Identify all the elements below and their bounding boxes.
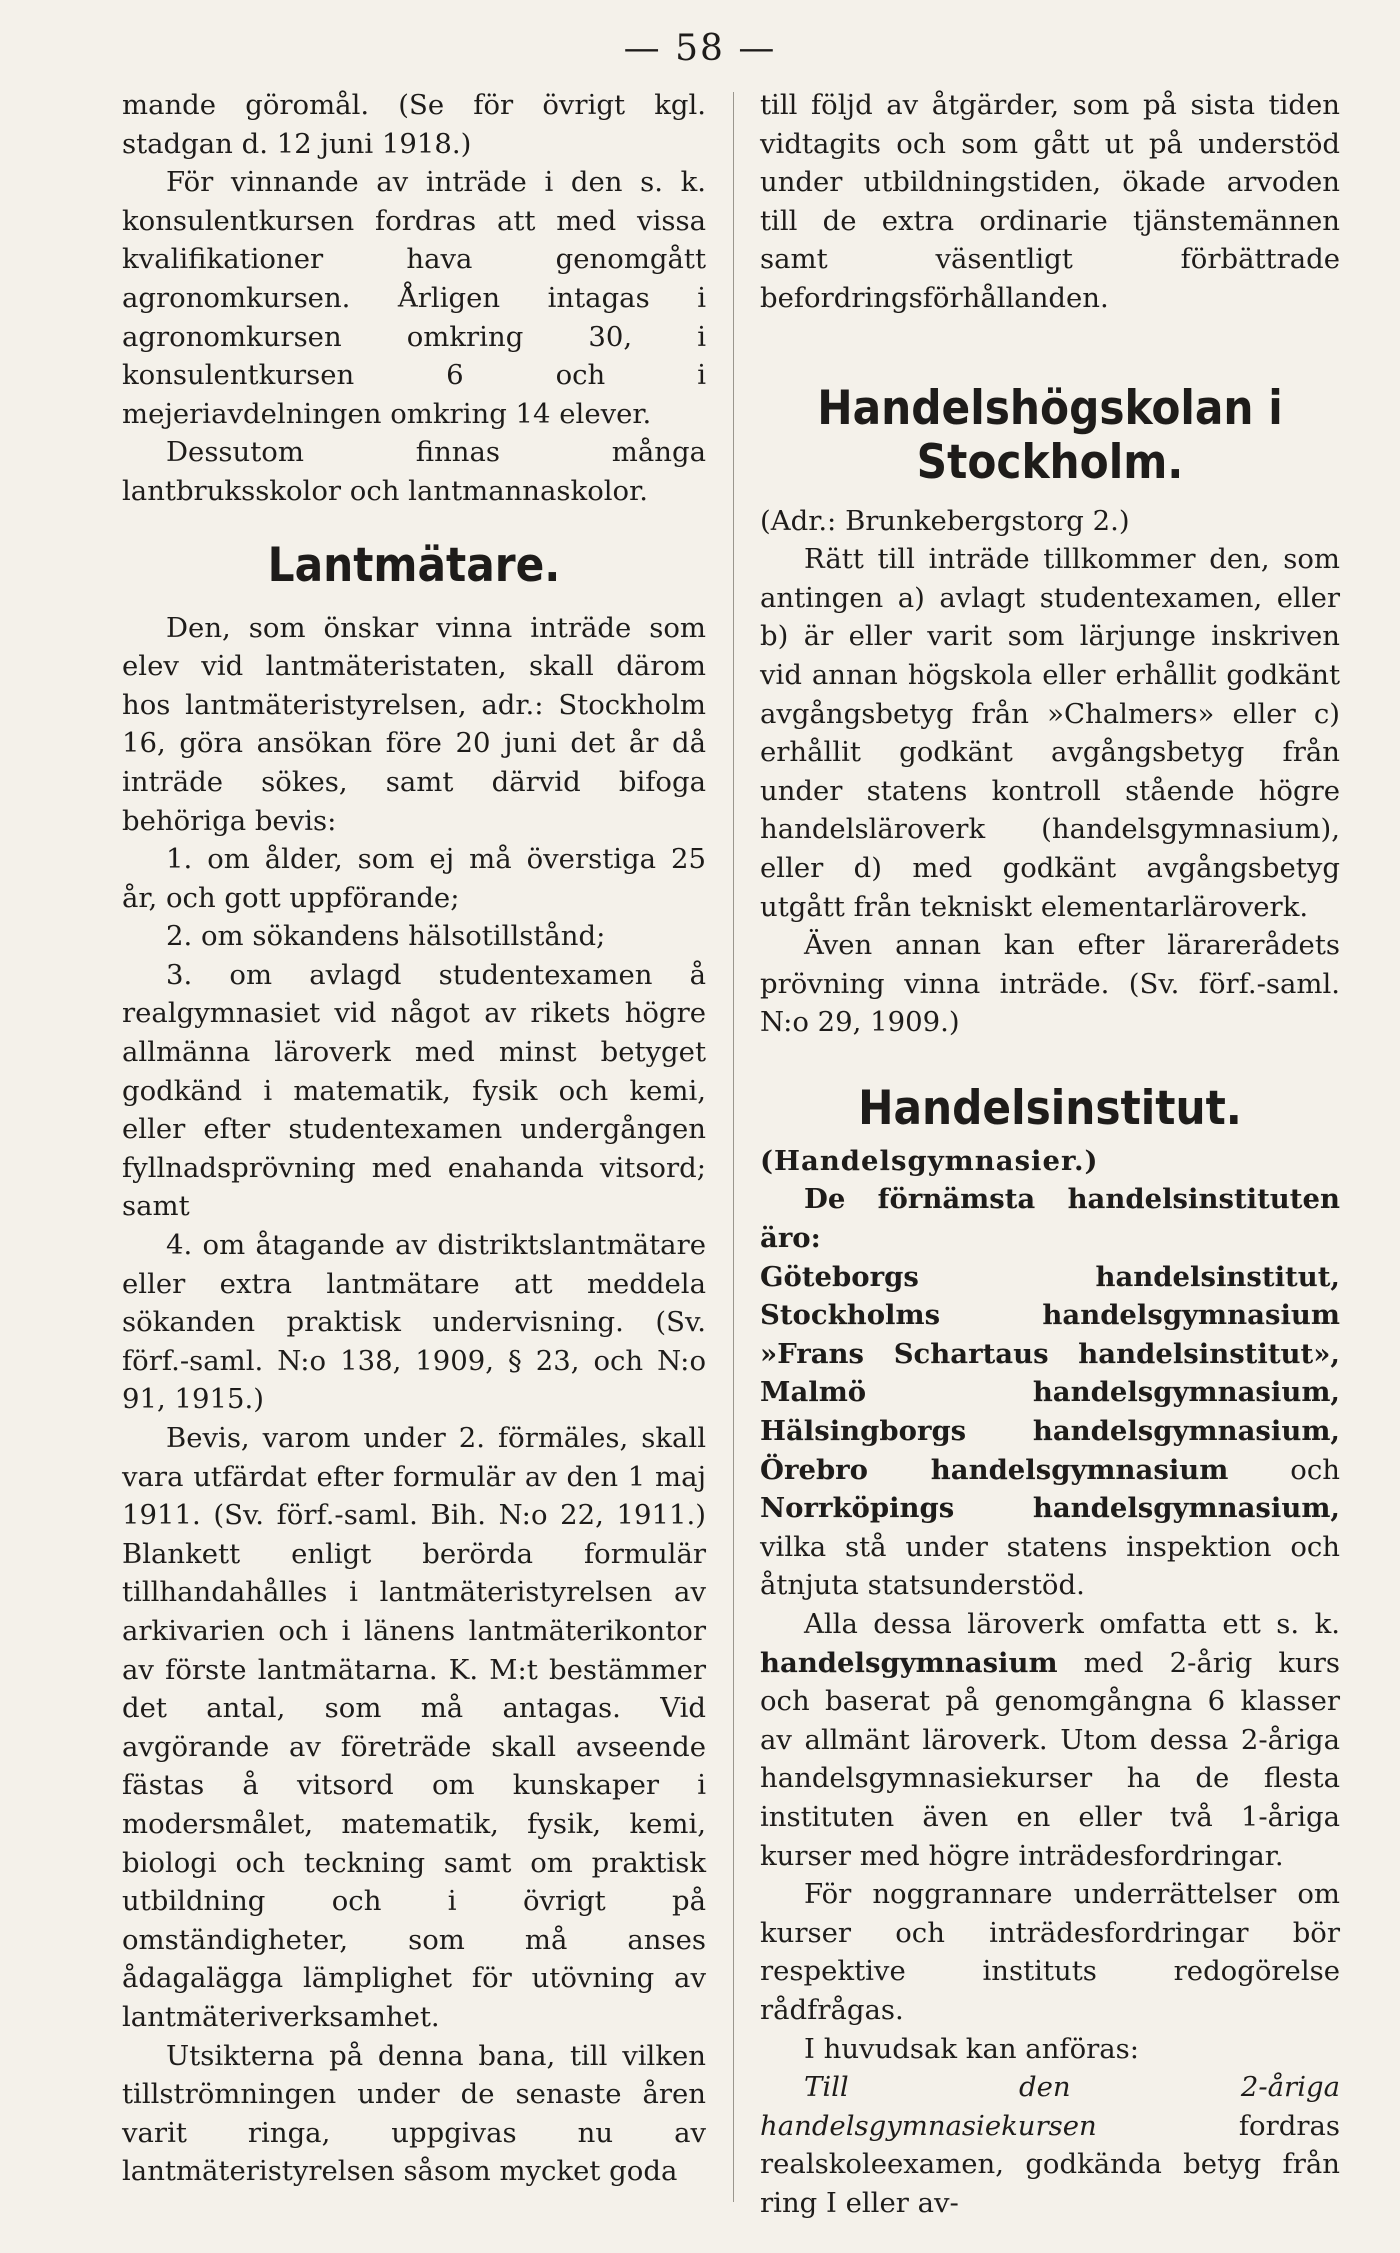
till-den-rest: fordras realskoleexamen, godkända betyg från ring I eller av- [760,2109,1340,2219]
i-huvudsak-paragraph: I huvudsak kan anföras: [804,2032,1140,2065]
page-number: — 58 — [623,28,777,69]
institutes-list-och: och [1228,1453,1340,1486]
institutes-list-rest: vilka stå under statens inspektion och åtnjuta statsunderstöd. [760,1530,1340,1602]
aven-annan-paragraph: Även annan kan efter lärarerådets prövning vinna inträde. (Sv. förf.-saml. N:o 29, 1909.) [760,929,1340,1039]
alla-dessa-part-1: Alla dessa läroverk omfatta ett s. k. [804,1608,1340,1640]
till-den-italic: Till den 2-åriga handelsgymnasiekursen [760,2071,1340,2142]
institutes-list-part-1: Göteborgs handelsinstitut, Stockholms handelsgymnasium »Frans Schartaus handelsinstitut», Malmö handelsgymnasium, Hälsingborgs handelsgymnasium, Örebro handelsgymnasium [760,1260,1340,1486]
column-divider [733,92,734,2202]
handelsgymnasier-subheading: (Handelsgymnasier.) [760,1144,1099,1177]
till-den-paragraph [760,2068,1340,2222]
handelshogskolan-heading-line-2: Stockholm. [916,434,1184,490]
left-column [122,86,706,2191]
handelshogskolan-address: (Adr.: Brunkebergstorg 2.) [760,504,1130,537]
intro-paragraph: mande göromål. (Se för övrigt kgl. stadgan d. 12 juni 1918.) [122,89,706,160]
utsikterna-paragraph: Utsikterna på denna bana, till vilken tillströmningen under de senaste åren varit ringa, uppgivas nu av lantmäteristyrelsen såsom mycket goda [122,2039,706,2188]
fornamsta-lead: De förnämsta handelsinstituten äro: [760,1183,1340,1255]
lantmatare-intro-paragraph: Den, som önskar vinna inträde som elev vid lantmäteristaten, skall därom hos lantmäteristyrelsen, adr.: Stockholm 16, göra ansökan före 20 juni det år då inträde sökes, samt därvid bifoga behöriga bevis: [122,611,706,837]
dessutom-paragraph: Dessutom finnas många lantbruksskolor och lantmannaskolor. [122,436,706,507]
requirement-item-2: 2. om sökandens hälsotillstånd; [166,920,606,953]
alla-dessa-part-2: med 2-årig kurs och baserat på genomgångna 6 klasser av allmänt läroverk. Utom dessa 2-åriga handelsgymnasiekurser ha de flesta instituten även en eller två 1-åriga kurser med högre inträdesfordringar. [760,1646,1340,1872]
bevis-paragraph: Bevis, varom under 2. förmäles, skall vara utfärdat efter formulär av den 1 maj 1911. (Sv. förf.-saml. Bih. N:o 22, 1911.) Blankett enligt berörda formulär tillhandahålles i lantmäteristyrelsen av arkivarien och i länens lantmäterikontor av förste lantmätarna. K. M:t bestämmer det antal, som må antagas. Vid avgörande av företräde skall avseende fästas å vitsord om kunskaper i modersmålet, matematik, fysik, kemi, biologi och teckning samt om praktisk utbildning och i övrigt på omständigheter, som må anses ådagalägga lämplighet för utövning av lantmäteriverksamhet. [122,1422,706,2033]
right-column [760,86,1340,2223]
for-noggrannare-paragraph: För noggrannare underrättelser om kurser och inträdesfordringar bör respektive instituts redogörelse rådfrågas. [760,1878,1340,2026]
requirement-item-1: 1. om ålder, som ej må överstiga 25 år, och gott uppförande; [122,843,706,914]
requirement-item-3: 3. om avlagd studentexamen å realgymnasiet vid något av rikets högre allmänna läroverk med minst betyget godkänd i matematik, fysik och kemi, eller efter studentexamen undergången fyllnadsprövning med enahanda vitsord; samt [122,958,706,1223]
handelshogskolan-heading-line-1: Handelshögskolan i [817,380,1283,436]
institutes-list-part-2: Norrköpings handelsgymnasium, [760,1492,1340,1525]
handelshogskolan-heading [760,382,1340,490]
alla-dessa-bold: handelsgymnasium [760,1646,1058,1679]
konsulent-paragraph: För vinnande av inträde i den s. k. konsulentkursen fordras att med vissa kvalifikationer hava genomgått agronomkursen. Årligen intagas i agronomkursen omkring 30, i konsulentkursen 6 och i mejeriavdelningen omkring 14 elever. [122,166,706,430]
lantmatare-heading: Lantmätare. [267,537,561,593]
requirement-item-4: 4. om åtagande av distriktslantmätare eller extra lantmätare att meddela sökanden praktisk undervisning. (Sv. förf.-saml. N:o 138, 1909, § 23, och N:o 91, 1915.) [122,1229,706,1416]
institutes-paragraph [760,1258,1340,1605]
ratt-till-intrade-paragraph: Rätt till inträde tillkommer den, som antingen a) avlagt studentexamen, eller b) är eller varit som lärjunge inskriven vid annan högskola eller erhållit godkänt avgångsbetyg från »Chalmers» eller c) erhållit godkänt avgångsbetyg från under statens kontroll stående högre handelsläroverk (handelsgymnasium), eller d) med godkänt avgångsbetyg utgått från tekniskt elementarläroverk. [760,543,1340,923]
alla-dessa-paragraph [760,1605,1340,1875]
continuation-paragraph: till följd av åtgärder, som på sista tiden vidtagits och som gått ut på understöd under utbildningstiden, ökade arvoden till de extra ordinarie tjänstemännen samt väsentligt förbättrade befordringsförhållanden. [760,89,1340,314]
handelsinstitut-heading: Handelsinstitut. [858,1080,1242,1136]
